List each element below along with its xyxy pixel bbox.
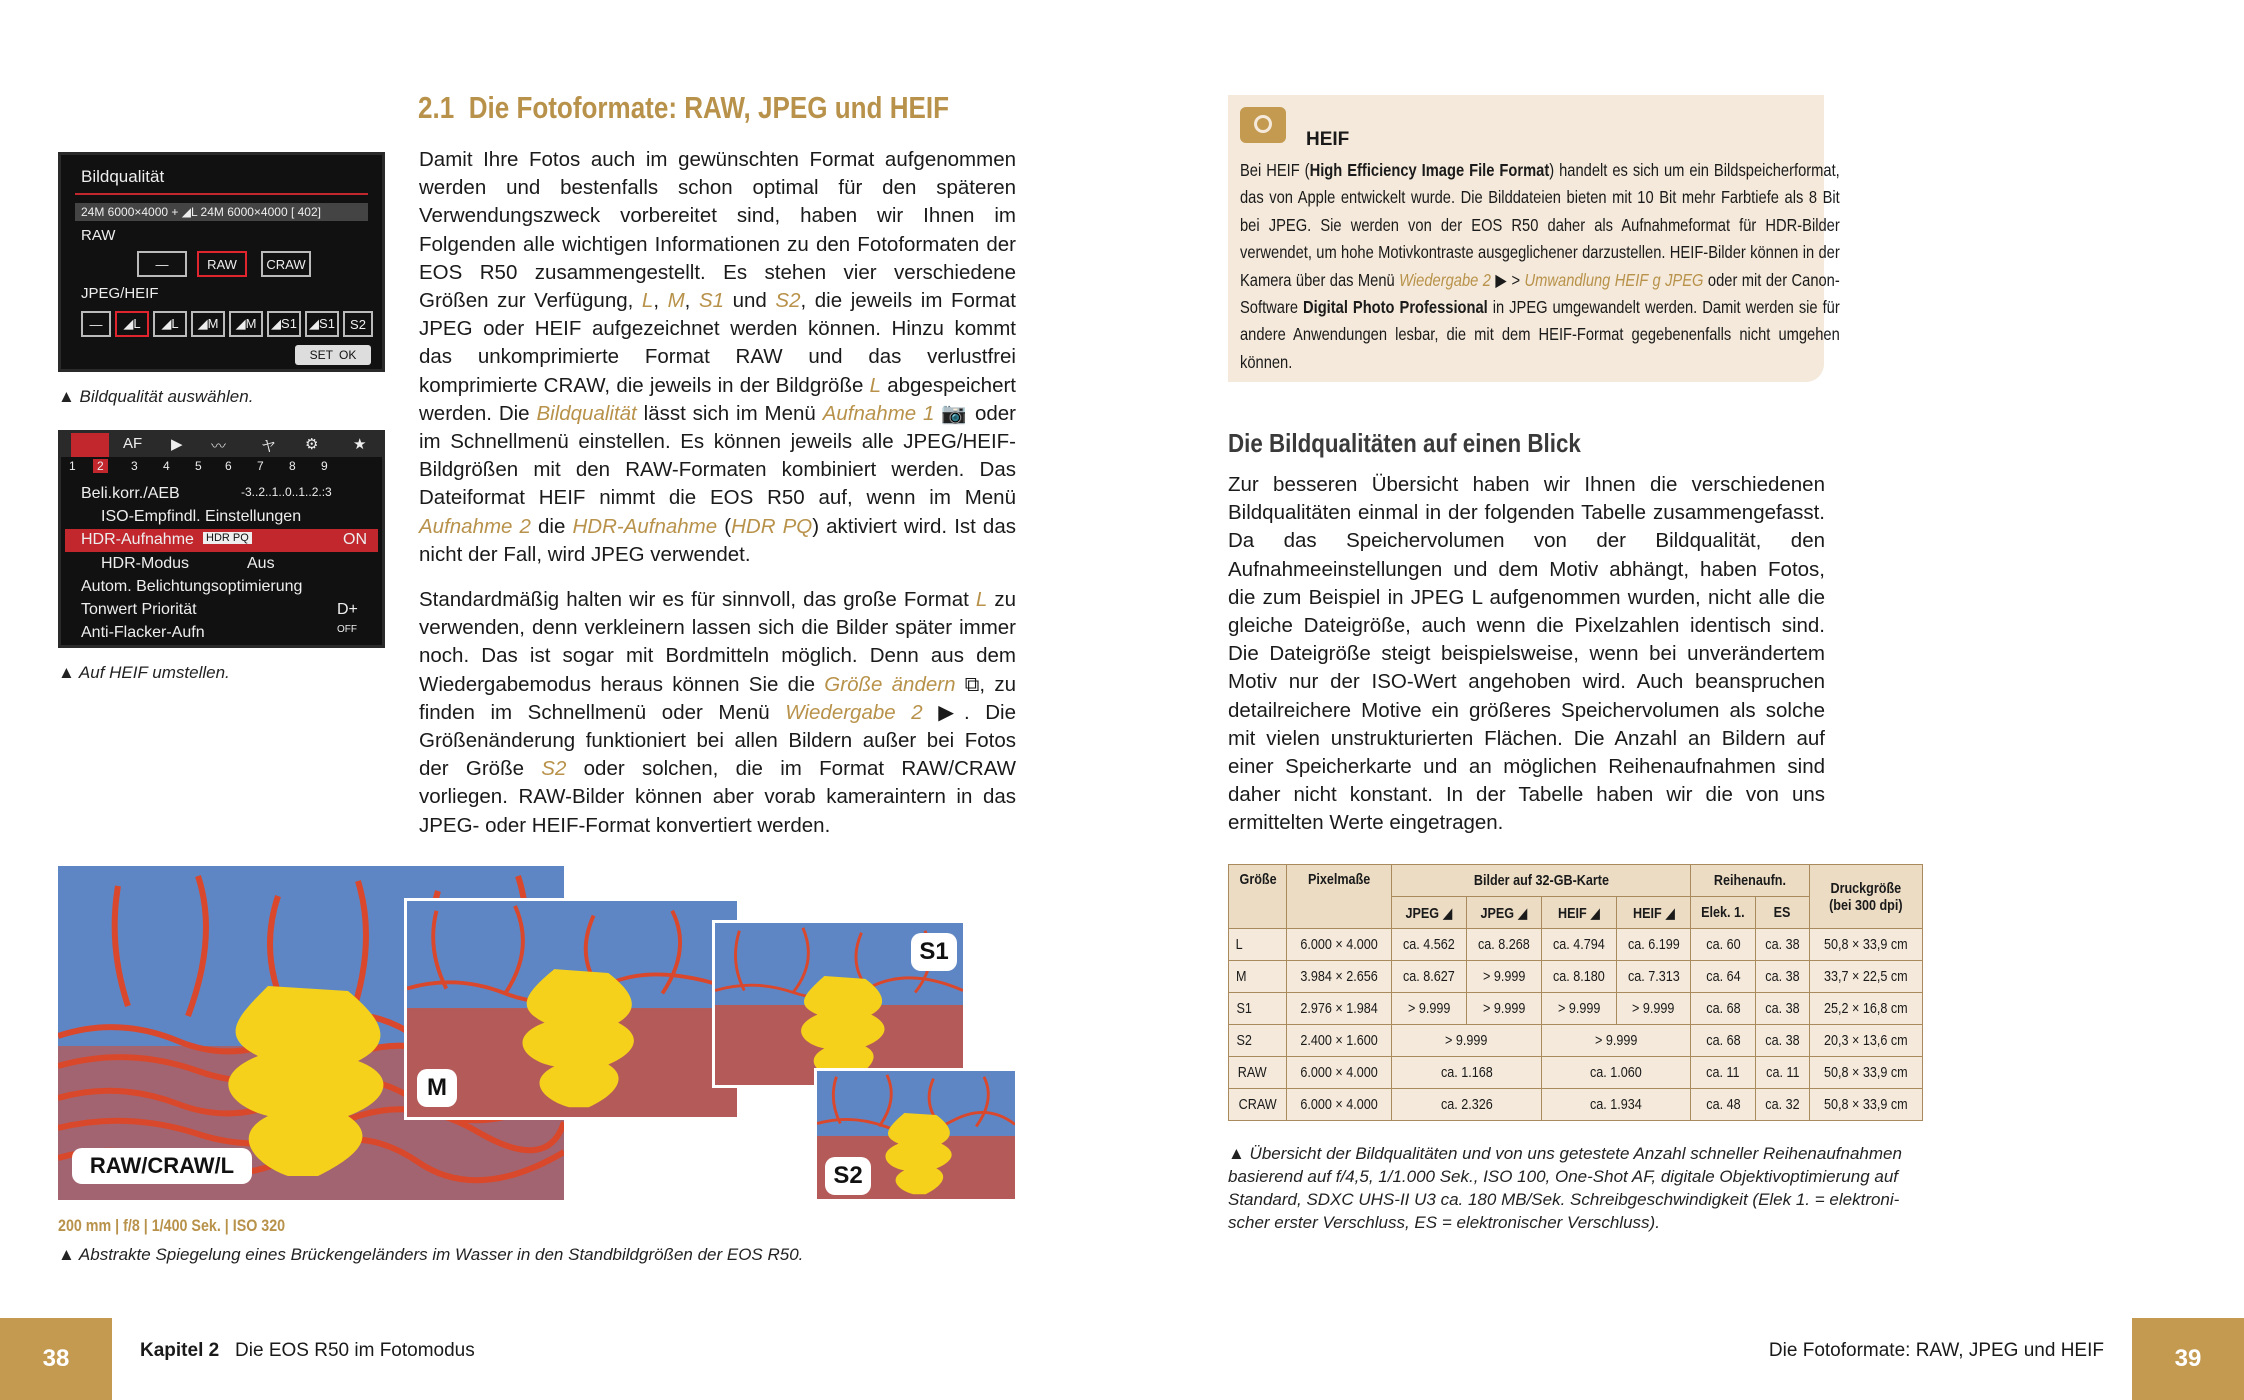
row-value: D+ [337, 601, 358, 618]
playback-icon: ▶ [938, 700, 964, 724]
badge-raw-craw-l: RAW/CRAW/L [72, 1148, 252, 1184]
camera-icon [1240, 107, 1286, 143]
row-label: HDR-Aufnahme [81, 531, 194, 548]
jpeg-heif-label: JPEG/HEIF [81, 285, 159, 302]
paragraph-2: Standardmäßig halten wir es für sinnvoll, das große Format L zu verwenden, denn verkleinern lassen sich die Bilder später immer noch. Das ist sogar mit Bordmitteln möglich. Denn aus dem Wiedergabemodus heraus können Sie die Größe ändern ⧉, zu finden im Schnellmenü oder Menü Wiedergabe 2 ▶. Die Größenänderung funktioniert bei allen Bildern außer bei Fotos der Größe S2 oder solchen, die im Format RAW/CRAW vorliegen. RAW-Bilder können aber vorab kameraintern in das JPEG- oder HEIF-Format konvertiert werden. [419, 588, 1017, 837]
th-es: ES [1756, 897, 1810, 929]
row-value: Aus [247, 555, 275, 572]
page-num-1: 1 [69, 459, 76, 473]
section-number: 2.1 [418, 90, 455, 125]
menu-row-auto-lighting [61, 576, 382, 599]
menu-tab-wireless: 〰 [211, 438, 227, 455]
menu-row-exposure-comp [61, 483, 382, 506]
screen-size-row: 24M 6000×4000 + ◢L 24M 6000×4000 [ 402] [75, 203, 368, 221]
left-body-text [419, 146, 1016, 857]
paragraph-3: Zur besseren Übersicht haben wir Ihnen die verschiedenen Bildqualitäten einmal in der folgenden Tabelle zusammengefasst. Da das Speichervolumen von der Bildqualität, den Aufnahmeeinstellungen und dem Motiv abhängt, haben Fotos, die zum Beispiel in JPEG L aufgenommen wurden, nicht alle die gleiche Dateigröße, auch wenn die Pixelzahlen identisch sind. Die Dateigröße steigt beispielsweise, wenn bei unverändertem Motiv nur der ISO-Wert angehoben wird. Auch beanspruchen detailreichere Motive ein größeres Speichervolumen als solche mit vielen unstrukturierten Flächen. Die Anzahl an Bildern auf einer Speicherkarte und an möglichen Reihenaufnahmen sind daher nicht konstant. In der Tabelle haben wir die von uns ermittelten Werte eingetragen. [1228, 473, 1825, 835]
footer-chapter: Kapitel 2 [140, 1340, 220, 1361]
jpeg-option-2: ◢L [153, 311, 187, 337]
table-caption: ▲ Übersicht der Bildqualitäten und von uns getestete Anzahl schneller Reihenaufnahmen basierend auf f/4,5, 1/1.000 Sek., ISO 100, One-Shot AF, digitale Objektivoptimierung auf Standard, SDXC UHS-II U3 ca. 180 MB/Sek. Schreibgeschwindigkeit (Elek 1. = elektroni- scher erster Verschluss, ES = elektronischer Verschluss). [1228, 1144, 1902, 1232]
set-label: SET [309, 348, 333, 362]
info-title: HEIF [1306, 129, 1350, 150]
menu-tab-setup: ヤ [261, 438, 277, 455]
raw-label: RAW [81, 227, 116, 244]
jpeg-option-7: S2 [343, 311, 373, 337]
menu-tab-bar [61, 433, 382, 457]
th-heif-s: HEIF ◢ [1616, 897, 1691, 929]
row-label: Tonwert Priorität [81, 601, 197, 618]
subheading: Die Bildqualitäten auf einen Blick [1228, 428, 1581, 458]
menu-tab-custom: ⚙ [305, 436, 319, 453]
footer-right: Die Fotoformate: RAW, JPEG und HEIF [1768, 1340, 2104, 1361]
photo-exif: 200 mm | f/8 | 1/400 Sek. | ISO 320 [58, 1216, 286, 1235]
badge-s1: S1 [911, 933, 957, 971]
menu-tab-playback: ▶ [171, 436, 183, 453]
hdr-pq-tag: HDR PQ [203, 532, 252, 544]
page-num-3: 3 [131, 459, 138, 473]
menu-row-hdr-mode [61, 553, 382, 576]
camera-screen-shooting-menu [58, 430, 385, 648]
th-elek: Elek. 1. [1691, 897, 1756, 929]
row-value: OFF [337, 624, 357, 635]
caption-image-quality: ▲ Bildqualität auswählen. [58, 387, 254, 406]
section-heading [418, 90, 949, 126]
photo-s2 [814, 1068, 1018, 1202]
table-row: M 3.984 × 2.656 ca. 8.627 > 9.999 ca. 8.180 ca. 7.313 ca. 64 ca. 38 33,7 × 22,5 cm [1229, 961, 1923, 993]
caption-heif-switch: ▲ Auf HEIF umstellen. [58, 663, 230, 682]
jpeg-option-6: ◢S1 [305, 311, 339, 337]
screen-divider [75, 193, 368, 195]
set-ok-button [295, 345, 371, 365]
page-num-5: 5 [195, 459, 202, 473]
right-body-text [1228, 471, 1825, 855]
page-num-4: 4 [163, 459, 170, 473]
page-number-right: 39 [2132, 1318, 2244, 1400]
table-row: L 6.000 × 4.000 ca. 4.562 ca. 8.268 ca. 4.794 ca. 6.199 ca. 60 ca. 38 50,8 × 33,9 cm [1229, 929, 1923, 961]
menu-page-numbers [61, 459, 382, 479]
row-label: Anti-Flacker-Aufn [81, 624, 205, 641]
badge-m: M [417, 1069, 457, 1107]
raw-option-raw: RAW [197, 251, 247, 277]
table-row: S1 2.976 × 1.984 > 9.999 > 9.999 > 9.999 > 9.999 ca. 68 ca. 38 25,2 × 16,8 cm [1229, 993, 1923, 1025]
photo-s1 [712, 920, 966, 1088]
photo-medium [404, 898, 740, 1120]
menu-row-tone-priority [61, 599, 382, 622]
th-print: Druckgröße (bei 300 dpi) [1809, 865, 1922, 929]
page-number-left: 38 [0, 1318, 112, 1400]
row-value: ON [343, 531, 367, 548]
row-label: Autom. Belichtungsoptimierung [81, 578, 303, 595]
playback-icon: ▶ [1495, 269, 1508, 290]
menu-row-anti-flicker [61, 622, 382, 645]
row-value: -3..2..1..0..1..2.:3 [241, 485, 332, 499]
badge-s2: S2 [825, 1157, 871, 1195]
table-row: CRAW 6.000 × 4.000 ca. 2.326 ca. 1.934 ca. 48 ca. 32 50,8 × 33,9 cm [1229, 1089, 1923, 1121]
heif-info-box [1228, 95, 1840, 382]
jpeg-option-4: ◢M [229, 311, 263, 337]
section-title: Die Fotoformate: RAW, JPEG und HEIF [468, 90, 950, 125]
th-jpeg-l: JPEG ◢ [1392, 897, 1467, 929]
page-num-2: 2 [93, 459, 108, 473]
th-jpeg-s: JPEG ◢ [1467, 897, 1542, 929]
menu-tab-af: AF [123, 435, 143, 452]
row-label: HDR-Modus [101, 555, 190, 572]
camera-screen-image-quality [58, 152, 385, 372]
page-num-6: 6 [225, 459, 232, 473]
footer-left [140, 1340, 475, 1362]
camera-icon: 📷 [941, 401, 969, 425]
menu-tab-mymenu: ★ [353, 436, 367, 453]
footer-chapter-title: Die EOS R50 im Fotomodus [235, 1340, 475, 1361]
camera-tab-icon [71, 433, 109, 457]
th-burst: Reihenaufn. [1691, 865, 1810, 897]
resize-icon: ⧉ [964, 672, 980, 696]
th-size: Größe [1229, 865, 1287, 929]
menu-row-hdr-recording [65, 529, 378, 552]
row-label: Beli.korr./AEB [81, 485, 180, 502]
jpeg-option-0: — [81, 311, 111, 337]
th-heif-l: HEIF ◢ [1541, 897, 1616, 929]
photo-caption: ▲ Abstrakte Spiegelung eines Brückengeländers im Wasser in den Standbildgrößen der EOS R50. [58, 1245, 804, 1264]
paragraph-1: Damit Ihre Fotos auch im gewünschten Format aufgenommen werden und bestenfalls schon optimal für den späteren Verwendungszweck vorbereitet sind, haben wir Ihnen im Folgenden alle wichtigen Informationen zu den Fotoformaten der EOS R50 zusammengestellt. Es stehen vier verschiedene Größen zur Verfügung, L, M, S1 und S2, die jeweils im Format JPEG oder HEIF aufgezeichnet werden können. Hinzu kommt das unkomprimierte Format RAW und das verlustfrei komprimierte CRAW, die jeweils in der Bildgröße L abgespeichert werden. Die Bildqualität lässt sich im Menü Aufnahme 1 📷 oder im Schnellmenü einstellen. Es können jeweils alle JPEG/HEIF-Bildgrößen mit den RAW-Formaten kombiniert werden. Das Dateiformat HEIF nimmt die EOS R50 auf, wenn im Menü Aufnahme 2 die HDR-Aufnahme (HDR PQ) aktiviert wird. Ist das nicht der Fall, wird JPEG verwendet. [419, 148, 1016, 566]
page-num-9: 9 [321, 459, 328, 473]
page-num-8: 8 [289, 459, 296, 473]
jpeg-option-5: ◢S1 [267, 311, 301, 337]
ok-label: OK [339, 348, 357, 362]
screen-title: Bildqualität [81, 167, 165, 186]
th-cards: Bilder auf 32-GB-Karte [1392, 865, 1691, 897]
table-row: RAW 6.000 × 4.000 ca. 1.168 ca. 1.060 ca. 11 ca. 11 50,8 × 33,9 cm [1229, 1057, 1923, 1089]
raw-option-none: — [137, 251, 187, 277]
menu-row-iso [61, 506, 382, 529]
jpeg-option-3: ◢M [191, 311, 225, 337]
info-text: Bei HEIF (High Efficiency Image File Format) handelt es sich um ein Bildspeicherformat, das von Apple entwickelt wurde. Die Bilddateien bieten mit 10 Bit mehr Farbtiefe als 8 Bit bei JPEG. Sie werden von der EOS R50 daher als Aufnahmeformat für HDR-Bilder verwendet, um hohe Motivkontraste ausgeglichener darzustellen. HEIF-Bilder können in der Kamera über das Menü Wiedergabe 2 ▶ > Umwandlung HEIF g JPEG oder mit der Canon-Software Digital Photo Professional in JPEG umgewandelt werden. Damit werden sie für andere Anwendungen lesbar, die mit dem HEIF-Format gegebenenfalls nicht umgehen können. [1240, 160, 1840, 372]
quality-table [1228, 864, 1923, 1121]
raw-option-craw: CRAW [261, 251, 311, 277]
row-label: ISO-Empfindl. Einstellungen [101, 508, 302, 525]
th-pixels: Pixelmaße [1287, 865, 1392, 929]
page-num-7: 7 [257, 459, 264, 473]
jpeg-option-1: ◢L [115, 311, 149, 337]
table-row: S2 2.400 × 1.600 > 9.999 > 9.999 ca. 68 ca. 38 20,3 × 13,6 cm [1229, 1025, 1923, 1057]
